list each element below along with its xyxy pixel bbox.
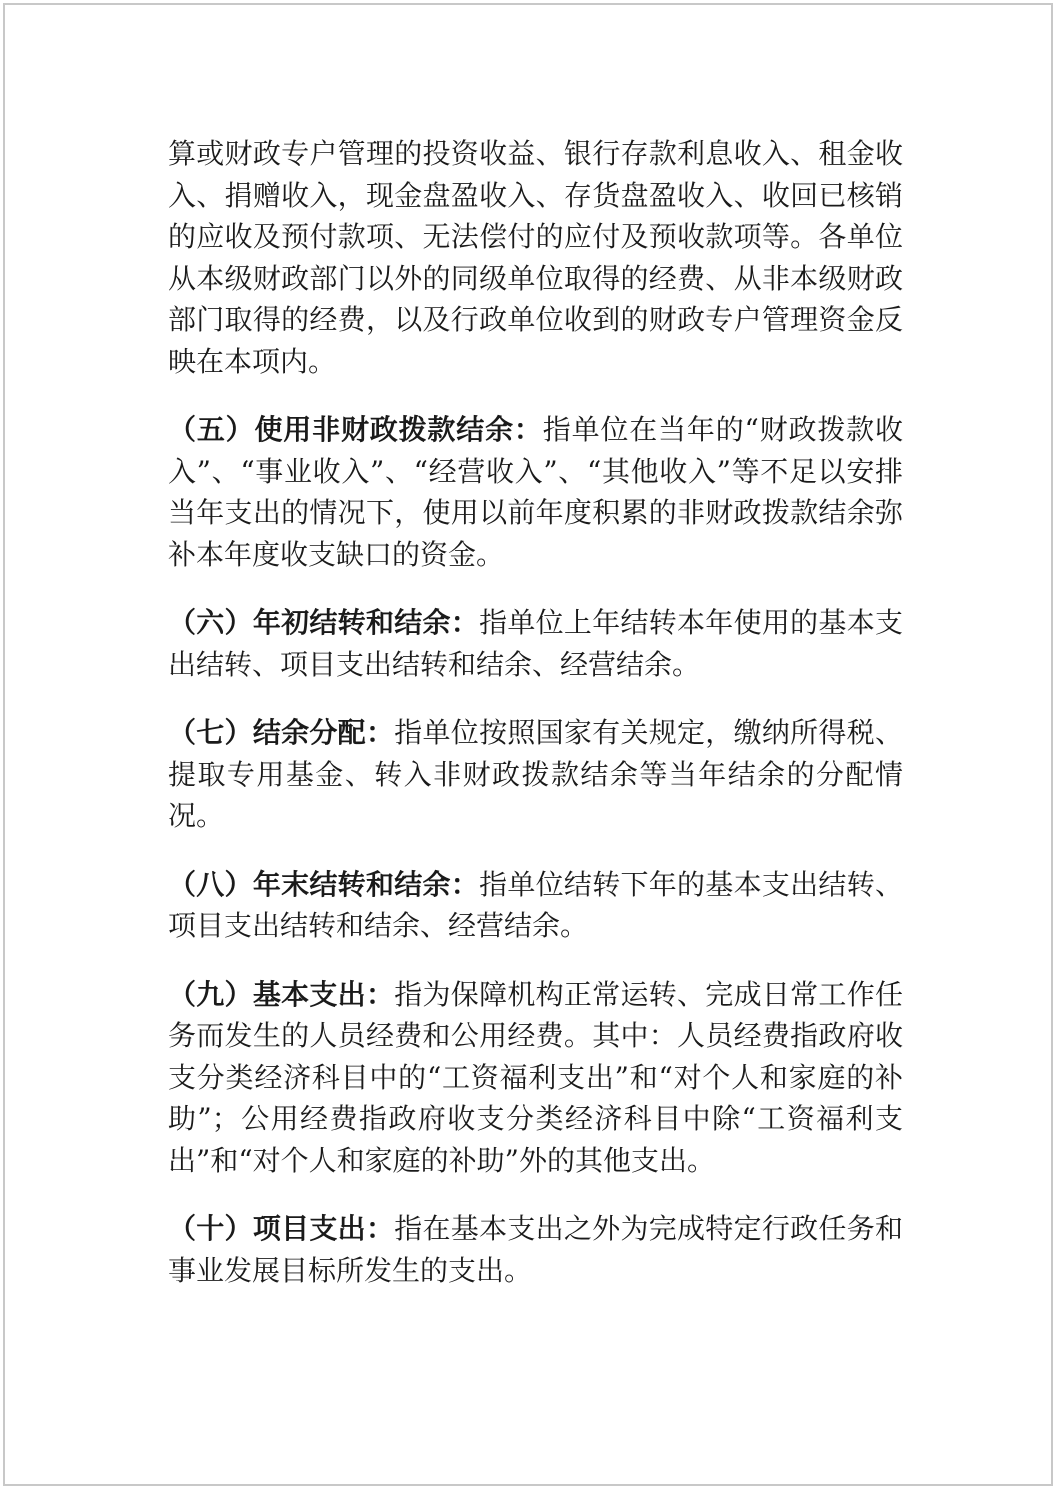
paragraph-text: 指在基本支出之外为完成特定行政任务和事业发展目标所发生的支出。 — [168, 1212, 903, 1287]
document-body — [168, 133, 903, 1318]
document-page — [3, 3, 1053, 1486]
paragraph-term: （九）基本支出： — [168, 977, 395, 1011]
paragraph-project-expenditure — [168, 1208, 903, 1291]
paragraph-use-non-fiscal-balance — [168, 409, 903, 575]
paragraph-term: （六）年初结转和结余： — [168, 606, 480, 639]
paragraph-term: （五）使用非财政拨款结余： — [168, 413, 543, 446]
paragraph-term: （十）项目支出： — [168, 1212, 395, 1245]
paragraph-income-other — [168, 133, 903, 382]
paragraph-text: 指为保障机构正常运转、完成日常工作任务而发生的人员经费和公用经费。其中：人员经费指政府收支分类经济科目中的“工资福利支出”和“对个人和家庭的补助”；公用经费指政府收支分类经济科目中除“工资福利支出”和“对个人和家庭的补助”外的其他支出。 — [168, 977, 903, 1177]
paragraph-term: （八）年末结转和结余： — [168, 867, 480, 901]
paragraph-basic-expenditure — [168, 974, 903, 1182]
paragraph-text: 算或财政专户管理的投资收益、银行存款利息收入、租金收入、捐赠收入，现金盘盈收入、存货盘盈收入、收回已核销的应收及预付款项、无法偿付的应付及预收款项等。各单位从本级财政部门以外的同级单位取得的经费、从非本级财政部门取得的经费，以及行政单位收到的财政专户管理资金反映在本项内。 — [168, 137, 903, 378]
paragraph-term: （七）结余分配： — [168, 716, 395, 749]
paragraph-text: 指单位在当年的“财政拨款收入”、“事业收入”、“经营收入”、“其他收入”等不足以安排当年支出的情况下，使用以前年度积累的非财政拨款结余弥补本年度收支缺口的资金。 — [168, 413, 903, 571]
paragraph-text: 指单位结转下年的基本支出结转、项目支出结转和结余、经营结余。 — [168, 867, 903, 942]
paragraph-closing-carryover — [168, 864, 903, 947]
paragraph-balance-distribution — [168, 712, 903, 837]
paragraph-text: 指单位按照国家有关规定，缴纳所得税、提取专用基金、转入非财政拨款结余等当年结余的分配情况。 — [168, 716, 903, 832]
paragraph-opening-carryover — [168, 602, 903, 685]
paragraph-text: 指单位上年结转本年使用的基本支出结转、项目支出结转和结余、经营结余。 — [168, 606, 903, 681]
